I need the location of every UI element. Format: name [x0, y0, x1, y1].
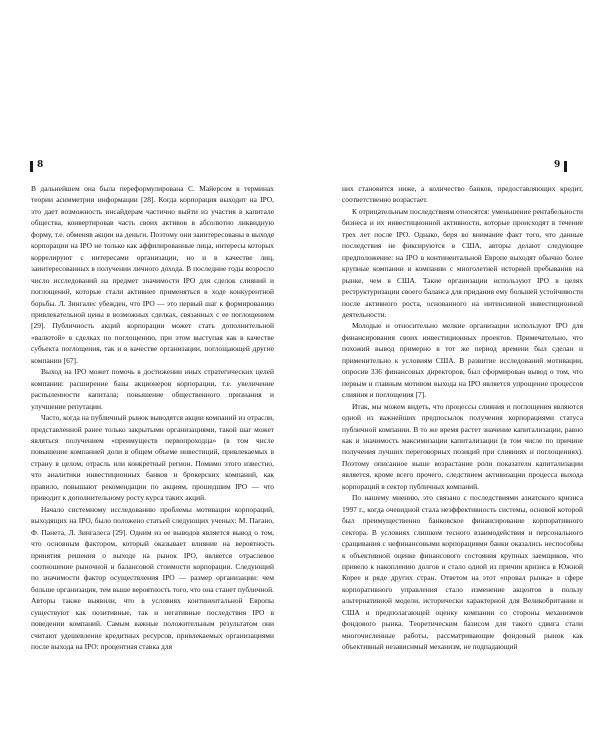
text-column	[342, 183, 583, 653]
paragraph: них становится ниже, а количество банков, предоставляющих кредит, соответственно возрастает.	[342, 184, 583, 205]
right-page	[300, 0, 600, 750]
paragraph: В дальнейшем она была переформулирована С. Майерсом в терминах теории асимметрии информации [28]. Когда корпорация выходит на IPO, это дает возможность инсайдерам частично выйти из участия в капитале общества, конвертировав часть своих активов в абсолютно ликвидную форму, т.е. обменяв акции на деньги. Поэтому они заинтересованы в выходе корпорации на IPO не только как аффилированные лица, интересы которых коррелируют с интересами организации, но и в качестве лиц, заинтересованных в получении личного дохода. В последние годы возросло число исследований на предмет значимости IPO для сделок слияний и поглощений, которые стали активнее применяться в ходе конкурентной борьбы. Л. Зингалес убежден, что IPO — это первый шаг к формированию привлекательной цены в возможных сделках, связанных с ее поглощением [29]. Публичность акций корпорации может стать дополнительной «валютой» в сделках по поглощению, при этом выступая как в качестве субъекта поглощения, так и в качестве организации, поглощающей другие компании [67].	[31, 184, 274, 365]
page-number: 9	[554, 160, 561, 170]
paragraph: Начало системному исследованию проблемы мотивации корпораций, выходящих на IPO, было положено статьей следующих ученых: М. Пагано, Ф. Панета, Л. Зингалеса [29]. Одним из ее выводов является вывод о том, что основным фактором, который оказывает влияние на вероятность принятия решения о выходе на рынок IPO, является отраслевое соотношение рыночной и балансовой стоимости корпорации. Следующий по значимости фактор осуществления IPO — размер организации: чем больше организация, тем выше вероятность того, что она станет публичной. Авторы также выявили, что в условиях континентальной Европы существуют как позитивные, так и негативные последствия IPO в поведении компаний. Самым важные положительным результатом они считают удешевление кредитных ресурсов, привлекаемых организациями после выхода на IPO: процентная ставка для	[31, 504, 274, 652]
paragraph: Молодые и относительно мелкие организации используют IPO для финансирования своих инвестиционных проектов. Примечательно, что похожий вывод примерно в тот же период времени был сделан и применительно к условиям США. В развитие исследований мотивации, опросив 336 финансовых директоров, был сформирован вывод о том, что первым и главным мотивом выхода на IPO является упрощение процессов слияния и поглощения [7].	[342, 321, 583, 400]
paragraph: Выход на IPO может помочь в достижении иных стратегических целей компании: расширение базы акционеров корпорации, т.е. увеличение распыленности капитала; повышение общественного признания и улучшение репутации.	[31, 367, 274, 411]
text-column	[31, 183, 274, 653]
paragraph: Итак, мы можем видеть, что процессы слияния и поглощения являются одной из важнейших предпосылок получения корпорациями статуса публичной компании. В то же время растет значение капитализации, равно как и значимость максимизации капитализации (в том числе по причине получения лучших переговорных позиций при слияниях и поглощениях). Поэтому описанное выше возрастание роли показателя капитализации является, кроме всего прочего, следствием активизации процесса выхода корпораций в сектор публичных компаний.	[342, 401, 583, 491]
paragraph: К отрицательным последствиям относятся: уменьшение рентабельности бизнеса и их инвестиционной активности, которые происходят в течение трех лет после IPO. Однако, беря во внимание факт того, что данные последствия не фиксируются в США, авторы делают следующее предположение: на IPO в континентальной Европе выходят обычно более крупные компании и компании с многолетней историей пребывания на рынке, чем в США. Такие организации используют IPO в целях реструктуризации своего баланса для придания ему большей устойчивости после активного роста, основанного на интенсивной инвестиционной деятельности.	[342, 206, 583, 319]
paragraph: Часто, когда на публичный рынок выводятся акции компаний из отрасли, представленной ранее только закрытыми организациями, такой шаг может являться получением «преимуществ первопроходца» (в том числе повышение компанией доли в общем объеме инвестиций, привлекаемых в страну в целом, отрасль или конкретный регион. Помимо этого известно, что аналитики инвестиционных банков и брокерских компаний, как правило, повышают рекомендации по акциям, прошедшим IPO — что приводит к дополнительному росту курса таких акций.	[31, 413, 274, 503]
page-number: 8	[37, 160, 44, 170]
folio-marker	[564, 161, 567, 172]
paragraph: По нашему мнению, это связано с последствиями азиатского кризиса 1997 г., когда очевидной стала неэффективность системы, основой которой был преимущественно банковское финансирование корпоративного сектора. В условиях слишком тесного взаимодействия и персонального сращивания с нефинансовыми корпорациями банки оказались неспособны к объективной оценке финансового состояния крупных заемщиков, что привело к накоплению долгов и стало одной из причин кризиса в Южной Корее и ряде других стран. Ответом на этот «провал рынка» в сфере корпоративного управления стало изменение акцентов в пользу альтернативной модели, исторически характерной для Великобритании и США и предполагающей оценку компании со стороны механизмов фондового рынка. Теоретическим базисом для такого сдвига стали многочисленные работы, рассматривающие фондовый рынок как объективный независимый механизм, не подпадающий	[342, 493, 583, 652]
folio-marker	[30, 161, 33, 172]
